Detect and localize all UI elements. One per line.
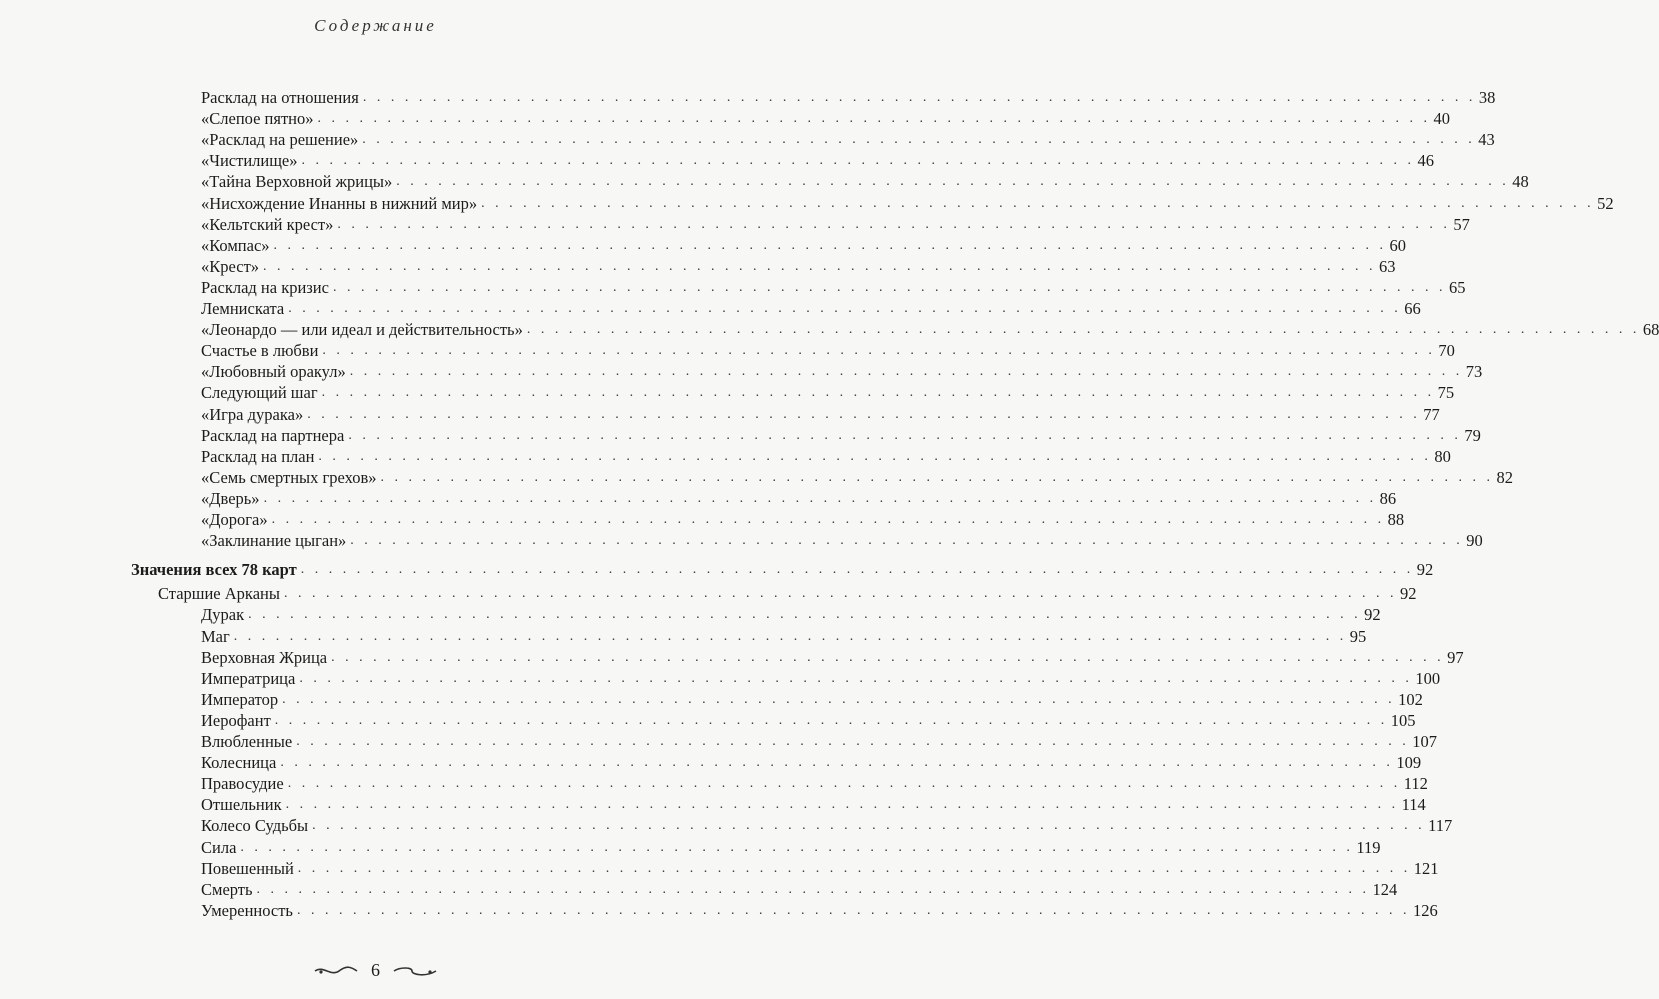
entry-page: 107 xyxy=(1412,732,1437,751)
entry-page: 126 xyxy=(1412,900,1438,920)
entry-page: 68 xyxy=(1642,320,1659,340)
leader-dots: . . . . . . . . . . . . . . . . . . . . . . . . . . . . . . . . . . . . . . . . . . . . . . . . . . . . . . . . . . . . . . . . . . . . . . . . . . . . . . . . xyxy=(283,586,1397,602)
entry-page: 65 xyxy=(1448,277,1466,297)
page-footer xyxy=(0,960,751,981)
entry-page: 60 xyxy=(1389,235,1407,255)
entry-page: 80 xyxy=(1434,446,1451,466)
leader-dots: . . . . . . . . . . . . . . . . . . . . . . . . . . . . . . . . . . . . . . . . . . . . . . . . . . . . . . . . . . . . . . . . . . . . . . . . . . . . . . . . xyxy=(271,512,1385,527)
entry-page: 95 xyxy=(1349,626,1367,646)
entry-page: 66 xyxy=(1404,299,1421,318)
entry-page: 82 xyxy=(1496,467,1514,487)
toc-card-entry xyxy=(201,668,1441,689)
entry-title: Иерофант xyxy=(201,710,271,730)
toc-subsection xyxy=(158,584,1417,604)
toc-card-entry xyxy=(201,689,1423,710)
leader-dots: . . . . . . . . . . . . . . . . . . . . . . . . . . . . . . . . . . . . . . . . . . . . . . . . . . . . . . . . . . . . . . . . . . . . . . . . . . . . . . . . xyxy=(263,490,1377,506)
leader-dots: . . . . . . . . . . . . . . . . . . . . . . . . . . . . . . . . . . . . . . . . . . . . . . . . . . . . . . . . . . . . . . . . . . . . . . . . . . . . . . . . xyxy=(349,364,1463,380)
leader-dots: . . . . . . . . . . . . . . . . . . . . . . . . . . . . . . . . . . . . . . . . . . . . . . . . . . . . . . . . . . . . . . . . . . . . . . . . . . . . . . . . xyxy=(240,839,1354,855)
entry-page: 88 xyxy=(1387,510,1405,529)
entry-title: Сила xyxy=(201,837,237,857)
entry-page: 92 xyxy=(1416,560,1434,580)
entry-page: 46 xyxy=(1417,151,1435,171)
entry-title: Повешенный xyxy=(201,858,294,878)
leader-dots: . . . . . . . . . . . . . . . . . . . . . . . . . . . . . . . . . . . . . . . . . . . . . . . . . . . . . . . . . . . . . . . . . . . . . . . . . . . . . . . . xyxy=(263,258,1377,274)
entry-title: «Любовный оракул» xyxy=(201,362,346,382)
leader-dots: . . . . . . . . . . . . . . . . . . . . . . . . . . . . . . . . . . . . . . . . . . . . . . . . . . . . . . . . . . . . . . . . . . . . . . . . . . . . . . . . xyxy=(350,533,1464,549)
toc-card-entry xyxy=(201,816,1453,836)
page-number: 6 xyxy=(371,960,380,980)
entry-title: «Тайна Верховной жрицы» xyxy=(201,172,393,192)
toc-card-entry xyxy=(201,647,1464,668)
leader-dots: . . . . . . . . . . . . . . . . . . . . . . . . . . . . . . . . . . . . . . . . . . . . . . . . . . . . . . . . . . . . . . . . . . . . . . . . . . . . . . . . xyxy=(296,734,1410,749)
toc-card-entry xyxy=(201,753,1422,773)
entry-title: Счастье в любви xyxy=(201,341,319,361)
toc-entry xyxy=(201,256,1396,277)
entry-page: 73 xyxy=(1465,362,1483,382)
leader-dots: . . . . . . . . . . . . . . . . . . . . . . . . . . . . . . . . . . . . . . . . . . . . . . . . . . . . . . . . . . . . . . . . . . . . . . . . . . . . . . . . xyxy=(348,427,1462,443)
entry-page: 77 xyxy=(1423,404,1440,424)
entry-title: Влюбленные xyxy=(201,732,293,751)
toc-section xyxy=(131,560,1434,580)
leader-dots: . . . . . . . . . . . . . . . . . . . . . . . . . . . . . . . . . . . . . . . . . . . . . . . . . . . . . . . . . . . . . . . . . . . . . . . . . . . . . . . . xyxy=(337,216,1451,232)
entry-title: «Леонардо — или идеал и действительность» xyxy=(201,320,523,340)
entry-page: 121 xyxy=(1413,858,1439,878)
toc-entry xyxy=(201,362,1483,382)
entry-page: 79 xyxy=(1464,425,1481,445)
toc-entry xyxy=(201,425,1481,446)
entry-page: 109 xyxy=(1396,753,1422,773)
leader-dots: . . . . . . . . . . . . . . . . . . . . . . . . . . . . . . . . . . . . . . . . . . . . . . . . . . . . . . . . . . . . . . . . . . . . . . . . . . . . . . . . xyxy=(285,797,1399,813)
entry-title: «Заклинание цыган» xyxy=(201,531,347,551)
running-header: Содержание xyxy=(314,16,437,35)
toc-card-entry xyxy=(201,774,1428,794)
toc-entry xyxy=(201,214,1470,235)
entry-page: 102 xyxy=(1398,689,1423,709)
entry-title: «Семь смертных грехов» xyxy=(201,467,377,487)
leader-dots: . . . . . . . . . . . . . . . . . . . . . . . . . . . . . . . . . . . . . . . . . . . . . . . . . . . . . . . . . . . . . . . . . . . . . . . . . . . . . . . . xyxy=(332,279,1446,295)
leader-dots: . . . . . . . . . . . . . . . . . . . . . . . . . . . . . . . . . . . . . . . . . . . . . . . . . . . . . . . . . . . . . . . . . . . . . . . . . . . . . . . . xyxy=(274,712,1388,728)
entry-page: 114 xyxy=(1401,795,1426,815)
entry-page: 52 xyxy=(1597,193,1614,213)
entry-page: 57 xyxy=(1453,214,1470,234)
entry-title: Правосудие xyxy=(201,774,284,794)
entry-page: 119 xyxy=(1356,837,1381,857)
entry-title: Расклад на отношения xyxy=(201,88,359,107)
toc-entry xyxy=(201,172,1529,192)
leader-dots: . . . . . . . . . . . . . . . . . . . . . . . . . . . . . . . . . . . . . . . . . . . . . . . . . . . . . . . . . . . . . . . . . . . . . . . . . . . . . . . . xyxy=(526,322,1640,338)
toc-entry xyxy=(201,193,1614,214)
leader-dots: . . . . . . . . . . . . . . . . . . . . . . . . . . . . . . . . . . . . . . . . . . . . . . . . . . . . . . . . . . . . . . . . . . . . . . . . . . . . . . . . xyxy=(301,153,1415,169)
entry-page: 112 xyxy=(1403,774,1428,794)
entry-title: Дурак xyxy=(201,605,245,625)
entry-title: Расклад на кризис xyxy=(201,277,329,297)
leader-dots: . . . . . . . . . . . . . . . . . . . . . . . . . . . . . . . . . . . . . . . . . . . . . . . . . . . . . . . . . . . . . . . . . . . . . . . . . . . . . . . . xyxy=(307,406,1421,422)
entry-title: Расклад на партнера xyxy=(201,425,345,445)
entry-page: 97 xyxy=(1447,647,1464,667)
entry-page: 38 xyxy=(1478,88,1496,107)
toc-entry xyxy=(201,531,1483,551)
entry-page: 70 xyxy=(1438,341,1455,361)
entry-page: 92 xyxy=(1399,584,1417,604)
leader-dots: . . . . . . . . . . . . . . . . . . . . . . . . . . . . . . . . . . . . . . . . . . . . . . . . . . . . . . . . . . . . . . . . . . . . . . . . . . . . . . . . xyxy=(299,670,1413,686)
toc-card-entry xyxy=(201,626,1367,647)
entry-title: Умеренность xyxy=(201,900,293,920)
toc-card-entry xyxy=(201,879,1398,900)
leader-dots: . . . . . . . . . . . . . . . . . . . . . . . . . . . . . . . . . . . . . . . . . . . . . . . . . . . . . . . . . . . . . . . . . . . . . . . . . . . . . . . . xyxy=(296,902,1410,918)
entry-title: Следующий шаг xyxy=(201,383,318,403)
leader-dots: . . . . . . . . . . . . . . . . . . . . . . . . . . . . . . . . . . . . . . . . . . . . . . . . . . . . . . . . . . . . . . . . . . . . . . . . . . . . . . . . xyxy=(233,628,1347,644)
leader-dots: . . . . . . . . . . . . . . . . . . . . . . . . . . . . . . . . . . . . . . . . . . . . . . . . . . . . . . . . . . . . . . . . . . . . . . . . . . . . . . . . xyxy=(321,385,1435,401)
entry-page: 63 xyxy=(1379,256,1396,276)
entry-page: 40 xyxy=(1433,109,1451,129)
leader-dots: . . . . . . . . . . . . . . . . . . . . . . . . . . . . . . . . . . . . . . . . . . . . . . . . . . . . . . . . . . . . . . . . . . . . . . . . . . . . . . . . xyxy=(362,90,1476,105)
toc-entry xyxy=(201,488,1397,509)
leader-dots: . . . . . . . . . . . . . . . . . . . . . . . . . . . . . . . . . . . . . . . . . . . . . . . . . . . . . . . . . . . . . . . . . . . . . . . . . . . . . . . . xyxy=(322,343,1436,359)
leader-dots: . . . . . . . . . . . . . . . . . . . . . . . . . . . . . . . . . . . . . . . . . . . . . . . . . . . . . . . . . . . . . . . . . . . . . . . . . . . . . . . . xyxy=(282,691,1396,707)
entry-title: «Игра дурака» xyxy=(201,404,304,424)
toc-entry xyxy=(201,109,1451,129)
entry-title: Значения всех 78 карт xyxy=(131,560,297,580)
toc-entry xyxy=(201,130,1495,150)
entry-title: Лемниската xyxy=(201,299,285,318)
toc-entry xyxy=(201,446,1451,467)
leader-dots: . . . . . . . . . . . . . . . . . . . . . . . . . . . . . . . . . . . . . . . . . . . . . . . . . . . . . . . . . . . . . . . . . . . . . . . . . . . . . . . . xyxy=(318,448,1432,464)
entry-page: 86 xyxy=(1379,488,1397,508)
toc-card-entry xyxy=(201,858,1439,879)
right-flourish-icon xyxy=(392,963,438,979)
entry-page: 90 xyxy=(1466,531,1483,551)
toc-entry xyxy=(201,341,1455,361)
entry-page: 124 xyxy=(1372,879,1398,899)
toc-entry xyxy=(201,467,1514,488)
entry-title: Расклад на план xyxy=(201,446,315,466)
entry-title: «Чистилище» xyxy=(201,151,298,171)
entry-page: 117 xyxy=(1428,816,1453,836)
leader-dots: . . . . . . . . . . . . . . . . . . . . . . . . . . . . . . . . . . . . . . . . . . . . . . . . . . . . . . . . . . . . . . . . . . . . . . . . . . . . . . . . xyxy=(312,818,1426,834)
toc-entry xyxy=(201,510,1405,530)
toc-card-entry xyxy=(201,900,1438,921)
entry-page: 75 xyxy=(1437,383,1455,403)
toc-card-entry xyxy=(201,795,1426,815)
entry-page: 43 xyxy=(1478,130,1495,150)
leader-dots: . . . . . . . . . . . . . . . . . . . . . . . . . . . . . . . . . . . . . . . . . . . . . . . . . . . . . . . . . . . . . . . . . . . . . . . . . . . . . . . . xyxy=(362,132,1476,148)
entry-title: Верховная Жрица xyxy=(201,647,328,667)
entry-title: «Нисхождение Инанны в нижний мир» xyxy=(201,193,478,213)
entry-page: 92 xyxy=(1364,605,1381,625)
entry-title: «Слепое пятно» xyxy=(201,109,314,129)
entry-title: Отшельник xyxy=(201,795,282,815)
toc-entry xyxy=(201,404,1440,425)
leader-dots: . . . . . . . . . . . . . . . . . . . . . . . . . . . . . . . . . . . . . . . . . . . . . . . . . . . . . . . . . . . . . . . . . . . . . . . . . . . . . . . . xyxy=(396,174,1510,190)
entry-title: «Расклад на решение» xyxy=(201,130,359,150)
leader-dots: . . . . . . . . . . . . . . . . . . . . . . . . . . . . . . . . . . . . . . . . . . . . . . . . . . . . . . . . . . . . . . . . . . . . . . . . . . . . . . . . xyxy=(331,649,1445,665)
toc-card-entry xyxy=(201,605,1381,625)
toc-entry xyxy=(201,299,1421,319)
toc-card-entry xyxy=(201,732,1437,752)
leader-dots: . . . . . . . . . . . . . . . . . . . . . . . . . . . . . . . . . . . . . . . . . . . . . . . . . . . . . . . . . . . . . . . . . . . . . . . . . . . . . . . . xyxy=(256,881,1370,897)
entry-page: 100 xyxy=(1415,668,1441,688)
leader-dots: . . . . . . . . . . . . . . . . . . . . . . . . . . . . . . . . . . . . . . . . . . . . . . . . . . . . . . . . . . . . . . . . . . . . . . . . . . . . . . . . xyxy=(287,776,1401,792)
leader-dots: . . . . . . . . . . . . . . . . . . . . . . . . . . . . . . . . . . . . . . . . . . . . . . . . . . . . . . . . . . . . . . . . . . . . . . . . . . . . . . . . xyxy=(481,195,1595,211)
entry-page: 105 xyxy=(1390,710,1416,730)
entry-title: Император xyxy=(201,689,279,709)
toc-entry xyxy=(201,320,1659,340)
toc-entry xyxy=(201,151,1435,171)
leader-dots: . . . . . . . . . . . . . . . . . . . . . . . . . . . . . . . . . . . . . . . . . . . . . . . . . . . . . . . . . . . . . . . . . . . . . . . . . . . . . . . . xyxy=(280,755,1394,771)
entry-title: «Дверь» xyxy=(201,488,260,508)
entry-page: 48 xyxy=(1512,172,1529,192)
entry-title: «Крест» xyxy=(201,256,260,276)
leader-dots: . . . . . . . . . . . . . . . . . . . . . . . . . . . . . . . . . . . . . . . . . . . . . . . . . . . . . . . . . . . . . . . . . . . . . . . . . . . . . . . . xyxy=(273,237,1387,253)
entry-title: Императрица xyxy=(201,668,296,688)
toc-entry xyxy=(201,277,1466,298)
leader-dots: . . . . . . . . . . . . . . . . . . . . . . . . . . . . . . . . . . . . . . . . . . . . . . . . . . . . . . . . . . . . . . . . . . . . . . . . . . . . . . . . xyxy=(317,111,1431,127)
toc-card-entry xyxy=(201,710,1416,731)
leader-dots: . . . . . . . . . . . . . . . . . . . . . . . . . . . . . . . . . . . . . . . . . . . . . . . . . . . . . . . . . . . . . . . . . . . . . . . . . . . . . . . . xyxy=(288,301,1402,316)
entry-title: Старшие Арканы xyxy=(158,584,280,604)
entry-title: «Дорога» xyxy=(201,510,268,529)
leader-dots: . . . . . . . . . . . . . . . . . . . . . . . . . . . . . . . . . . . . . . . . . . . . . . . . . . . . . . . . . . . . . . . . . . . . . . . . . . . . . . . . xyxy=(300,562,1414,578)
toc-entry xyxy=(201,383,1455,403)
toc-entry xyxy=(201,88,1496,108)
leader-dots: . . . . . . . . . . . . . . . . . . . . . . . . . . . . . . . . . . . . . . . . . . . . . . . . . . . . . . . . . . . . . . . . . . . . . . . . . . . . . . . . xyxy=(297,860,1411,876)
entry-title: Колесница xyxy=(201,753,277,773)
entry-title: Маг xyxy=(201,626,230,646)
leader-dots: . . . . . . . . . . . . . . . . . . . . . . . . . . . . . . . . . . . . . . . . . . . . . . . . . . . . . . . . . . . . . . . . . . . . . . . . . . . . . . . . xyxy=(248,607,1362,623)
entry-title: «Кельтский крест» xyxy=(201,214,334,234)
entry-title: Смерть xyxy=(201,879,253,899)
left-flourish-icon xyxy=(313,963,359,979)
toc-entry xyxy=(201,235,1407,256)
toc-card-entry xyxy=(201,837,1381,858)
entry-title: «Компас» xyxy=(201,235,270,255)
leader-dots: . . . . . . . . . . . . . . . . . . . . . . . . . . . . . . . . . . . . . . . . . . . . . . . . . . . . . . . . . . . . . . . . . . . . . . . . . . . . . . . . xyxy=(380,469,1494,485)
entry-title: Колесо Судьбы xyxy=(201,816,309,836)
